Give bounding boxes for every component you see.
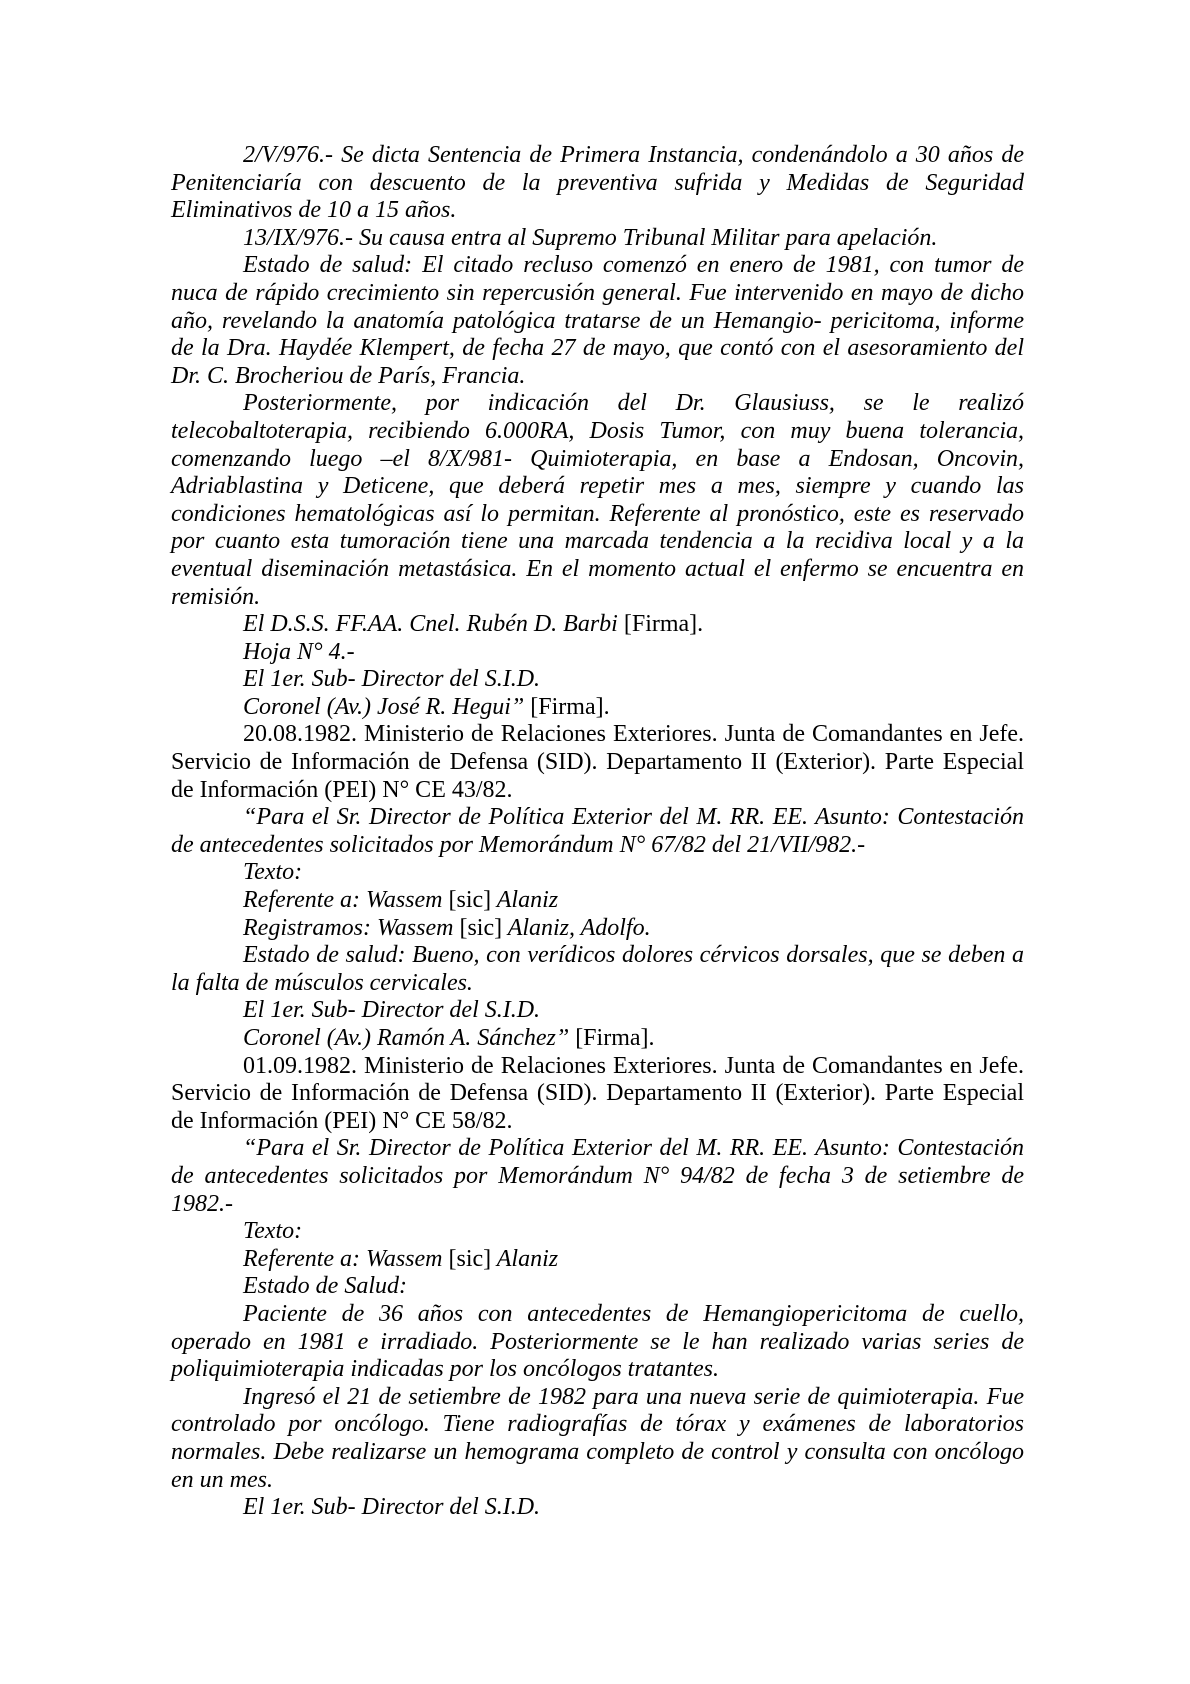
text-line: por cuanto esta tumoración tiene una marcada tendencia a la recidiva local y a la [171,528,1024,555]
text-line [243,694,1024,722]
texto-label [171,859,1024,887]
text-line: Servicio de Información de Defensa (SID). Departamento II (Exterior). Parte Especial [171,749,1024,776]
referente-line [171,887,1024,915]
signature-line-hegui [171,694,1024,722]
text-line: comenzando luego –el 8/X/981- Quimioterapia, en base a Endosan, Oncovin, [171,445,1024,472]
text-line: controlado por oncólogo. Tiene radiografías de tórax y exámenes de laboratorios [171,1411,1024,1438]
full-name: Alaniz, Adolfo. [507,914,651,941]
sic-note: [sic] [459,914,503,941]
signatory-title [171,1494,1024,1522]
text-line: de la Dra. Haydée Klempert, de fecha 27 de mayo, que contó con el asesoramiento del [171,335,1024,362]
document-page [171,142,1024,1522]
text-line: El 1er. Sub- Director del S.I.D. [243,1494,541,1521]
text-line: operado en 1981 e irradiado. Posteriormente se le han realizado varias series de [171,1328,1024,1355]
text-line [243,887,1024,915]
estado-de-salud-heading [171,1273,1024,1301]
text-line: remisión. [171,583,261,610]
signatory-title [171,666,1024,694]
text-line: poliquimioterapia indicadas por los oncólogos tratantes. [171,1356,720,1383]
text-line: Dr. C. Brocheriou de París, Francia. [171,362,526,389]
paragraph-tratamiento [171,390,1024,611]
text-line [243,1246,1024,1274]
text-line: de Información (PEI) N° CE 43/82. [171,776,513,803]
sic-note: [sic] [448,887,492,914]
report-header-pei-58 [171,1053,1024,1136]
referente-line [171,1246,1024,1274]
text-line: Estado de Salud: [243,1273,407,1300]
signature-line-barbi [171,611,1024,639]
text-line [243,1025,1024,1053]
text-line: Texto: [243,1218,303,1245]
text-line: Ingresó el 21 de setiembre de 1982 para una nueva serie de quimioterapia. Fue [243,1383,1024,1410]
surname: Alaniz [496,887,559,914]
text-line: en un mes. [171,1466,273,1493]
referente-label: Referente a: Wassem [243,887,443,914]
text-line: telecobaltoterapia, recibiendo 6.000RA, Dosis Tumor, con muy buena tolerancia, [171,417,1024,444]
text-line: Adriablastina y Deticene, que deberá repetir mes a mes, siempre y cuando las [171,473,1024,500]
text-line: Texto: [243,859,303,886]
text-line: Servicio de Información de Defensa (SID). Departamento II (Exterior). Parte Especial [171,1080,1024,1107]
text-line: “Para el Sr. Director de Política Exterior del M. RR. EE. Asunto: Contestación [243,1135,1024,1162]
paragraph-paciente [171,1301,1024,1384]
signatory-name: Coronel (Av.) Ramón A. Sánchez” [243,1025,570,1051]
text-line: Eliminativos de 10 a 15 años. [171,197,457,224]
text-line: Hoja N° 4.- [243,638,355,665]
memo-subject-94 [171,1135,1024,1218]
text-line: de antecedentes solicitados por Memorándum N° 67/82 del 21/VII/982.- [171,831,866,858]
text-line: Paciente de 36 años con antecedentes de Hemangiopericitoma de cuello, [243,1300,1024,1327]
paragraph-sentencia [171,142,1024,225]
paragraph-apelacion [171,225,1024,253]
referente-label: Referente a: Wassem [243,1245,443,1272]
page-reference-hoja [171,639,1024,667]
text-line: El 1er. Sub- Director del S.I.D. [243,666,541,693]
paragraph-estado-de-salud [171,252,1024,390]
text-line: eventual diseminación metastásica. En el momento actual el enfermo se encuentra en [171,555,1024,582]
text-line: 01.09.1982. Ministerio de Relaciones Exteriores. Junta de Comandantes en Jefe. [243,1052,1024,1079]
signatory-name: Coronel (Av.) José R. Hegui” [243,693,525,720]
registramos-label: Registramos: Wassem [243,914,454,941]
text-line: El 1er. Sub- Director del S.I.D. [243,997,541,1024]
text-line: Penitenciaría con descuento de la preventiva sufrida y Medidas de Seguridad [171,169,1024,196]
signature-line-sanchez [171,1025,1024,1053]
texto-label [171,1218,1024,1246]
firma-note: [Firma]. [530,693,610,720]
text-line: Estado de salud: El citado recluso comenzó en enero de 1981, con tumor de [243,252,1024,279]
text-line [243,915,1024,943]
text-line [243,611,1024,639]
text-line: normales. Debe realizarse un hemograma completo de control y consulta con oncólogo [171,1438,1024,1465]
text-line: 13/IX/976.- Su causa entra al Supremo Tribunal Militar para apelación. [243,224,938,251]
text-line: de Información (PEI) N° CE 58/82. [171,1107,513,1134]
text-line: 2/V/976.- Se dicta Sentencia de Primera Instancia, condenándolo a 30 años de [243,142,1024,168]
text-line: condiciones hematológicas así lo permitan. Referente al pronóstico, este es reservado [171,500,1024,527]
text-line: nuca de rápido crecimiento sin repercusión general. Fue intervenido en mayo de dicho [171,279,1024,306]
text-line: Posteriormente, por indicación del Dr. Glausiuss, se le realizó [243,390,1024,417]
registramos-line [171,915,1024,943]
paragraph-estado-de-salud-bueno [171,942,1024,997]
paragraph-ingreso [171,1384,1024,1494]
text-line: Estado de salud: Bueno, con verídicos dolores cérvicos dorsales, que se deben a [243,942,1024,969]
sic-note: [sic] [448,1245,492,1272]
surname: Alaniz [496,1245,559,1272]
text-line: la falta de músculos cervicales. [171,969,473,996]
text-line: 20.08.1982. Ministerio de Relaciones Exteriores. Junta de Comandantes en Jefe. [243,721,1024,748]
firma-note: [Firma]. [623,611,704,638]
text-line: de antecedentes solicitados por Memorándum N° 94/82 de fecha 3 de setiembre de [171,1162,1024,1189]
report-header-pei-43 [171,721,1024,804]
text-line: “Para el Sr. Director de Política Exterior del M. RR. EE. Asunto: Contestación [243,804,1024,831]
firma-note: [Firma]. [575,1025,655,1051]
signatory-title [171,997,1024,1025]
text-line: año, revelando la anatomía patológica tratarse de un Hemangio- pericitoma, informe [171,307,1024,334]
text-line: 1982.- [171,1190,233,1217]
memo-subject-67 [171,804,1024,859]
signatory-name: El D.S.S. FF.AA. Cnel. Rubén D. Barbi [243,611,618,638]
